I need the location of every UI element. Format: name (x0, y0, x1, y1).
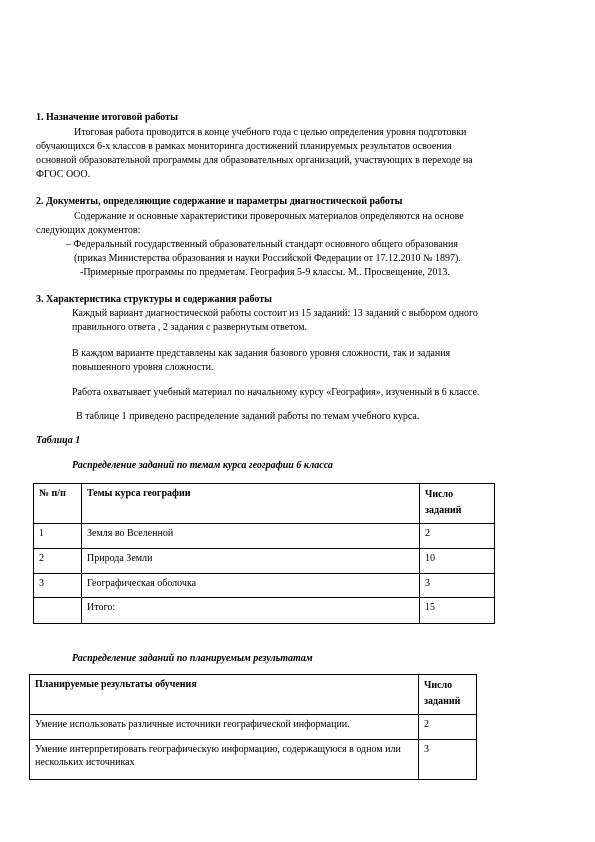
section-3-line: повышенного уровня сложности. (72, 362, 214, 373)
section-3-heading: 3. Характеристика структуры и содержания работы (36, 294, 272, 305)
table-total-row (34, 598, 495, 624)
table-header-cell: № п/п (34, 484, 82, 524)
table-row (34, 549, 495, 574)
table-cell: 3 (420, 574, 495, 598)
section-3-line: Работа охватывает учебный материал по начальному курсу «География», изученный в 6 классе. (72, 387, 480, 398)
table-2 (29, 674, 477, 780)
table-cell: 1 (34, 524, 82, 549)
table-cell: 10 (420, 549, 495, 574)
table-header-row (34, 484, 495, 524)
table-cell: 2 (420, 524, 495, 549)
section-2-line: следующих документов: (36, 225, 141, 236)
table-2-caption: Распределение заданий по планируемым результатам (72, 653, 313, 664)
table-1-caption: Распределение заданий по темам курса географии 6 класса (72, 460, 333, 471)
table-cell: 2 (419, 715, 477, 740)
table-cell: 15 (420, 598, 495, 624)
table-cell: Умение интерпретировать географическую информацию, содержащуюся в одном или нескольких источниках (30, 740, 419, 780)
section-1-line: Итоговая работа проводится в конце учебного года с целью определения уровня подготовки (74, 127, 467, 138)
section-2-line: -Примерные программы по предметам. География 5-9 классы. М.. Просвещение, 2013. (80, 267, 450, 278)
section-3-line: правильного ответа , 2 задания с развернутым ответом. (72, 322, 308, 333)
table-row (30, 715, 477, 740)
table-row (34, 574, 495, 598)
table-cell: Природа Земли (82, 549, 420, 574)
section-1-line: основной образовательной программы для образовательных организаций, участвующих в переходе на (36, 155, 473, 166)
table-cell (34, 598, 82, 624)
section-3-line: Каждый вариант диагностической работы состоит из 15 заданий: 13 заданий с выбором одного (72, 308, 478, 319)
section-2-heading: 2. Документы, определяющие содержание и параметры диагностической работы (36, 196, 403, 207)
table-header-cell: Число заданий (420, 484, 495, 524)
section-2-line: – Федеральный государственный образовательный стандарт основного общего образования (66, 239, 458, 250)
section-1-heading: 1. Назначение итоговой работы (36, 112, 178, 123)
table-cell: Земля во Вселенной (82, 524, 420, 549)
table-1-label: Таблица 1 (36, 435, 81, 446)
table-header-row (30, 675, 477, 715)
table-header-cell: Планируемые результаты обучения (30, 675, 419, 715)
table-cell: 2 (34, 549, 82, 574)
table-row (34, 524, 495, 549)
table-cell: 3 (419, 740, 477, 780)
table-1 (33, 483, 495, 624)
table-cell: Географическая оболочка (82, 574, 420, 598)
table-cell: Умение использовать различные источники географической информации. (30, 715, 419, 740)
section-1-line: ФГОС ООО. (36, 169, 91, 180)
section-2-line: (приказ Министерства образования и науки Российской Федерации от 17.12.2010 № 1897). (74, 253, 461, 264)
section-1-line: обучающихся 6-х классов в рамках мониторинга достижений планируемых результатов освоения (36, 141, 452, 152)
table-header-cell: Темы курса географии (82, 484, 420, 524)
table-cell: 3 (34, 574, 82, 598)
table-row (30, 740, 477, 780)
table-cell: Итого: (82, 598, 420, 624)
section-3-line: В каждом варианте представлены как задания базового уровня сложности, так и задания (72, 348, 451, 359)
section-3-line: В таблице 1 приведено распределение заданий работы по темам учебного курса. (76, 411, 420, 422)
section-2-line: Содержание и основные характеристики проверочных материалов определяются на основе (74, 211, 464, 222)
table-header-cell: Число заданий (419, 675, 477, 715)
